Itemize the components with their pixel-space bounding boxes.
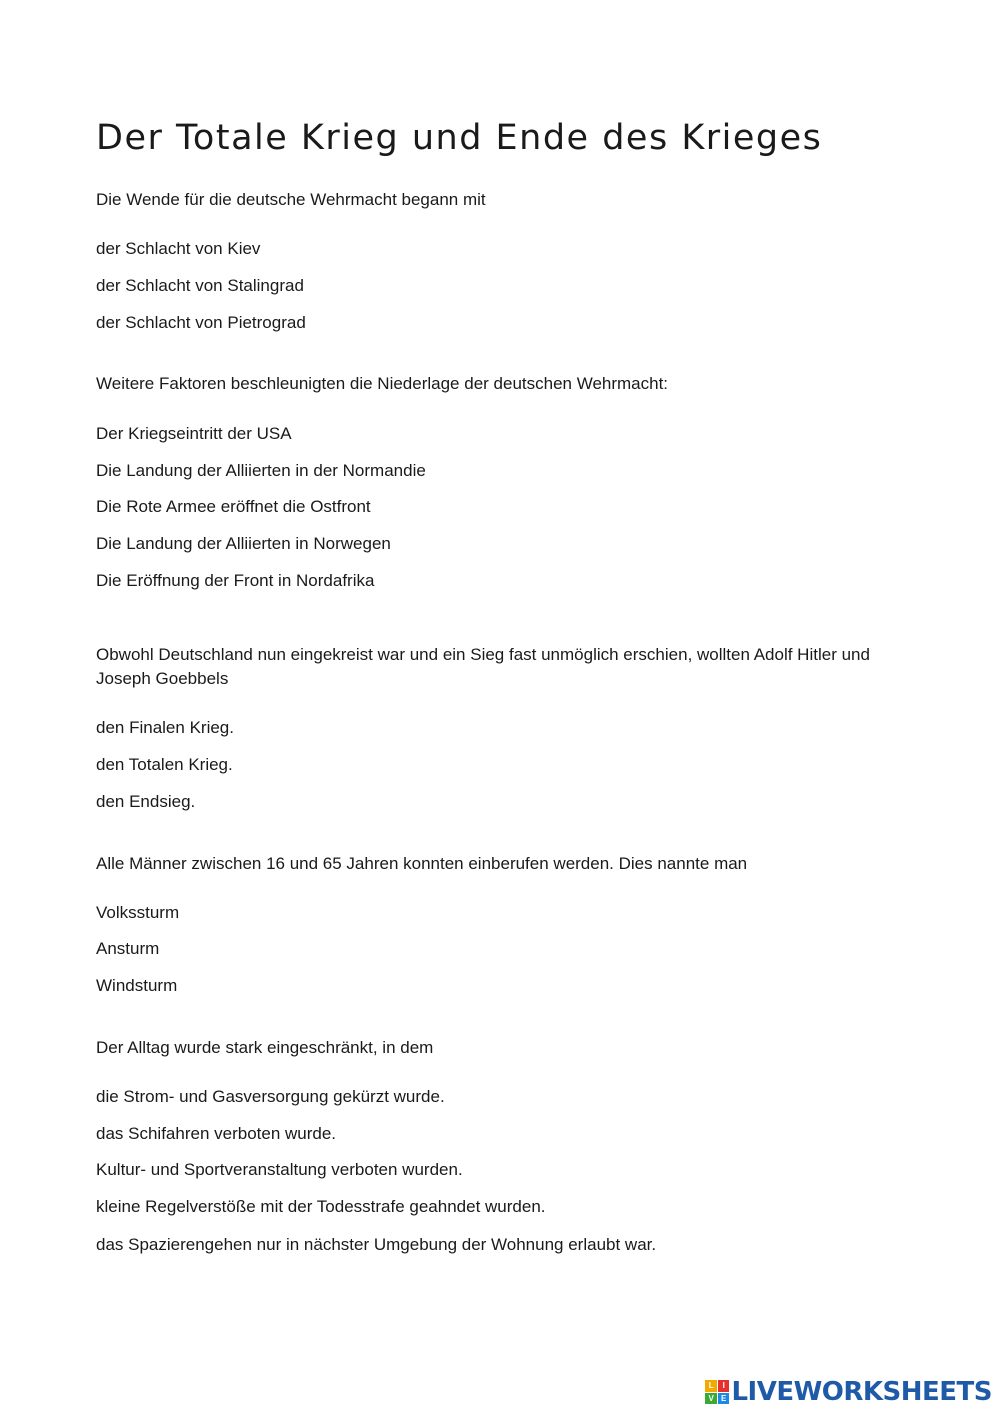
logo-tile-e: E (718, 1393, 730, 1405)
question-2-option-3[interactable]: Die Rote Armee eröffnet die Ostfront (96, 497, 371, 516)
question-2-option-2[interactable]: Die Landung der Alliierten in der Normandie (96, 461, 426, 480)
question-4-option-3[interactable]: Windsturm (96, 976, 178, 995)
question-4-prompt: Alle Männer zwischen 16 und 65 Jahren konnten einberufen werden. Dies nannte man (96, 854, 748, 873)
question-5-option-2[interactable]: das Schifahren verboten wurde. (96, 1124, 337, 1143)
question-1-option-2[interactable]: der Schlacht von Stalingrad (96, 276, 304, 295)
question-5-option-4[interactable]: kleine Regelverstöße mit der Todesstrafe geahndet wurden. (96, 1197, 546, 1216)
question-2-prompt: Weitere Faktoren beschleunigten die Niederlage der deutschen Wehrmacht: (96, 374, 669, 393)
question-1-option-1[interactable]: der Schlacht von Kiev (96, 239, 261, 258)
logo-tile-v: V (705, 1393, 717, 1405)
question-4-option-2[interactable]: Ansturm (96, 939, 160, 958)
logo-tile-l: L (705, 1380, 717, 1392)
question-3-option-3[interactable]: den Endsieg. (96, 792, 196, 811)
question-2-option-1[interactable]: Der Kriegseintritt der USA (96, 424, 292, 443)
liveworksheets-logo (705, 1377, 992, 1407)
question-2-option-4[interactable]: Die Landung der Alliierten in Norwegen (96, 534, 391, 553)
question-2-option-5[interactable]: Die Eröffnung der Front in Nordafrika (96, 571, 375, 590)
question-1-prompt: Die Wende für die deutsche Wehrmacht begann mit (96, 190, 486, 209)
question-3-prompt: Obwohl Deutschland nun eingekreist war und ein Sieg fast unmöglich erschien, wollten Adolf Hitler und Joseph Goebbels (96, 645, 870, 688)
question-5-option-5[interactable]: das Spazierengehen nur in nächster Umgebung der Wohnung erlaubt war. (96, 1235, 657, 1254)
question-5-option-1[interactable]: die Strom- und Gasversorgung gekürzt wurde. (96, 1087, 445, 1106)
question-5-option-3[interactable]: Kultur- und Sportveranstaltung verboten wurden. (96, 1160, 463, 1179)
question-1-option-3[interactable]: der Schlacht von Pietrograd (96, 313, 306, 332)
liveworksheets-logo-text: LIVEWORKSHEETS (731, 1377, 992, 1407)
page-title: Der Totale Krieg und Ende des Krieges (96, 118, 823, 158)
question-3-option-2[interactable]: den Totalen Krieg. (96, 755, 233, 774)
logo-tile-i: I (718, 1380, 730, 1392)
liveworksheets-logo-icon (705, 1380, 729, 1404)
question-5-prompt: Der Alltag wurde stark eingeschränkt, in dem (96, 1038, 434, 1057)
question-3-option-1[interactable]: den Finalen Krieg. (96, 718, 234, 737)
question-4-option-1[interactable]: Volkssturm (96, 903, 180, 922)
